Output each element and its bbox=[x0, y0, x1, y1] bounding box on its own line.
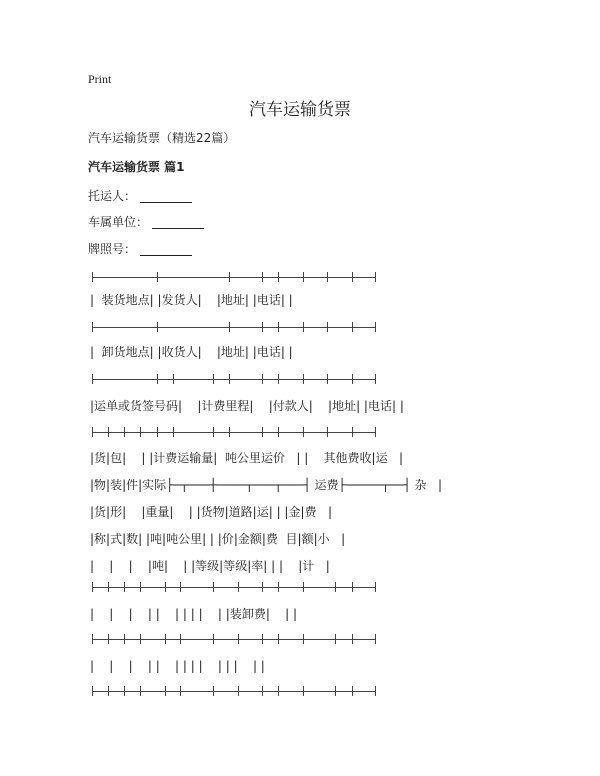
field-plate-number bbox=[88, 242, 192, 256]
document-title: 汽车运输货票 bbox=[249, 100, 351, 120]
table-rule bbox=[92, 322, 376, 332]
document-subtitle: 汽车运输货票（精选22篇） bbox=[88, 131, 236, 145]
field-shipper bbox=[88, 189, 192, 203]
table-rule bbox=[92, 686, 376, 696]
table-row: |货|包| | |计费运输量| 吨公里运价 | | 其他费收|运 | bbox=[90, 451, 404, 465]
blank-line[interactable] bbox=[152, 217, 204, 229]
table-row: | 卸货地点| |收货人| |地址| |电话| | bbox=[90, 345, 293, 359]
table-row: | | | | | | | | | | | | | | bbox=[90, 659, 265, 673]
table-rule bbox=[92, 634, 376, 644]
table-row: | | | | | | | | | | |装卸费| | | bbox=[90, 607, 298, 621]
table-rule bbox=[92, 427, 376, 437]
print-label[interactable]: Print bbox=[88, 72, 112, 86]
field-label: 托运人： bbox=[88, 189, 137, 203]
field-vehicle-unit bbox=[88, 215, 204, 229]
table-rule bbox=[92, 374, 376, 384]
table-row: |称|式|数| |吨|吨公里| | |价|金额|费 目|额|小 | bbox=[90, 532, 346, 546]
table-row: |运单或货签号码| |计费里程| |付款人| |地址| |电话| | bbox=[90, 399, 404, 413]
table-row: | 装货地点| |发货人| |地址| |电话| | bbox=[90, 293, 293, 307]
table-rule bbox=[92, 272, 376, 282]
table-row: |物|装|件|实际├─┬───┼────┬───┬───┤ 运费├─────┬──┤ 杂 | bbox=[90, 478, 443, 492]
blank-line[interactable] bbox=[140, 191, 192, 203]
table-row: | | | |吨| | |等级|等级|率| | | |计 | bbox=[90, 559, 330, 573]
field-label: 牌照号： bbox=[88, 242, 137, 256]
field-label: 车属单位： bbox=[88, 215, 149, 229]
table-row: |货|形| |重量| | |货物|道路|运| | |金|费 | bbox=[90, 505, 333, 519]
table-rule bbox=[92, 582, 376, 592]
section-heading: 汽车运输货票 篇1 bbox=[88, 160, 185, 174]
blank-line[interactable] bbox=[140, 244, 192, 256]
